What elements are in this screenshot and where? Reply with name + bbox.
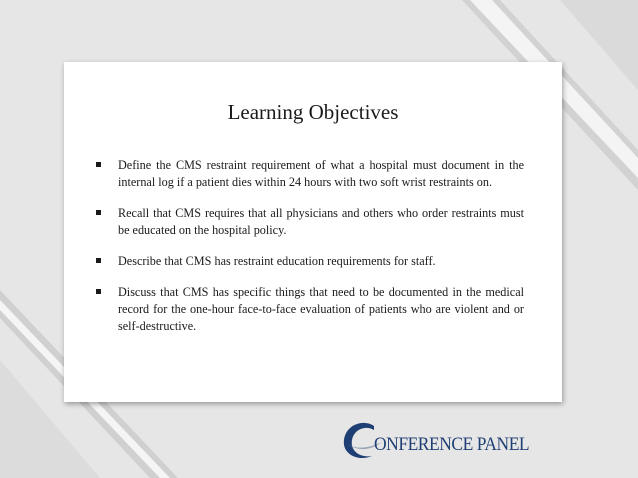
objectives-list bbox=[94, 157, 524, 349]
list-item bbox=[94, 157, 524, 191]
conference-panel-logo bbox=[340, 420, 560, 462]
square-bullet-icon bbox=[96, 210, 101, 215]
slide-card bbox=[64, 62, 562, 402]
objective-text: Discuss that CMS has specific things that need to be documented in the medical record for the one-hour face-to-face evaluation of patients who are violent and or self-destructive. bbox=[118, 285, 524, 333]
objective-text: Describe that CMS has restraint education requirements for staff. bbox=[118, 254, 436, 268]
list-item bbox=[94, 205, 524, 239]
objective-text: Recall that CMS requires that all physicians and others who order restraints must be educated on the hospital policy. bbox=[118, 206, 524, 237]
slide-title: Learning Objectives bbox=[227, 100, 399, 124]
list-item bbox=[94, 253, 524, 270]
logo-text: ONFERENCE PANEL bbox=[374, 434, 530, 455]
objective-text: Define the CMS restraint requirement of what a hospital must document in the internal log if a patient dies within 24 hours with two soft wrist restraints on. bbox=[118, 158, 524, 189]
list-item bbox=[94, 284, 524, 335]
square-bullet-icon bbox=[96, 258, 101, 263]
square-bullet-icon bbox=[96, 289, 101, 294]
square-bullet-icon bbox=[96, 162, 101, 167]
